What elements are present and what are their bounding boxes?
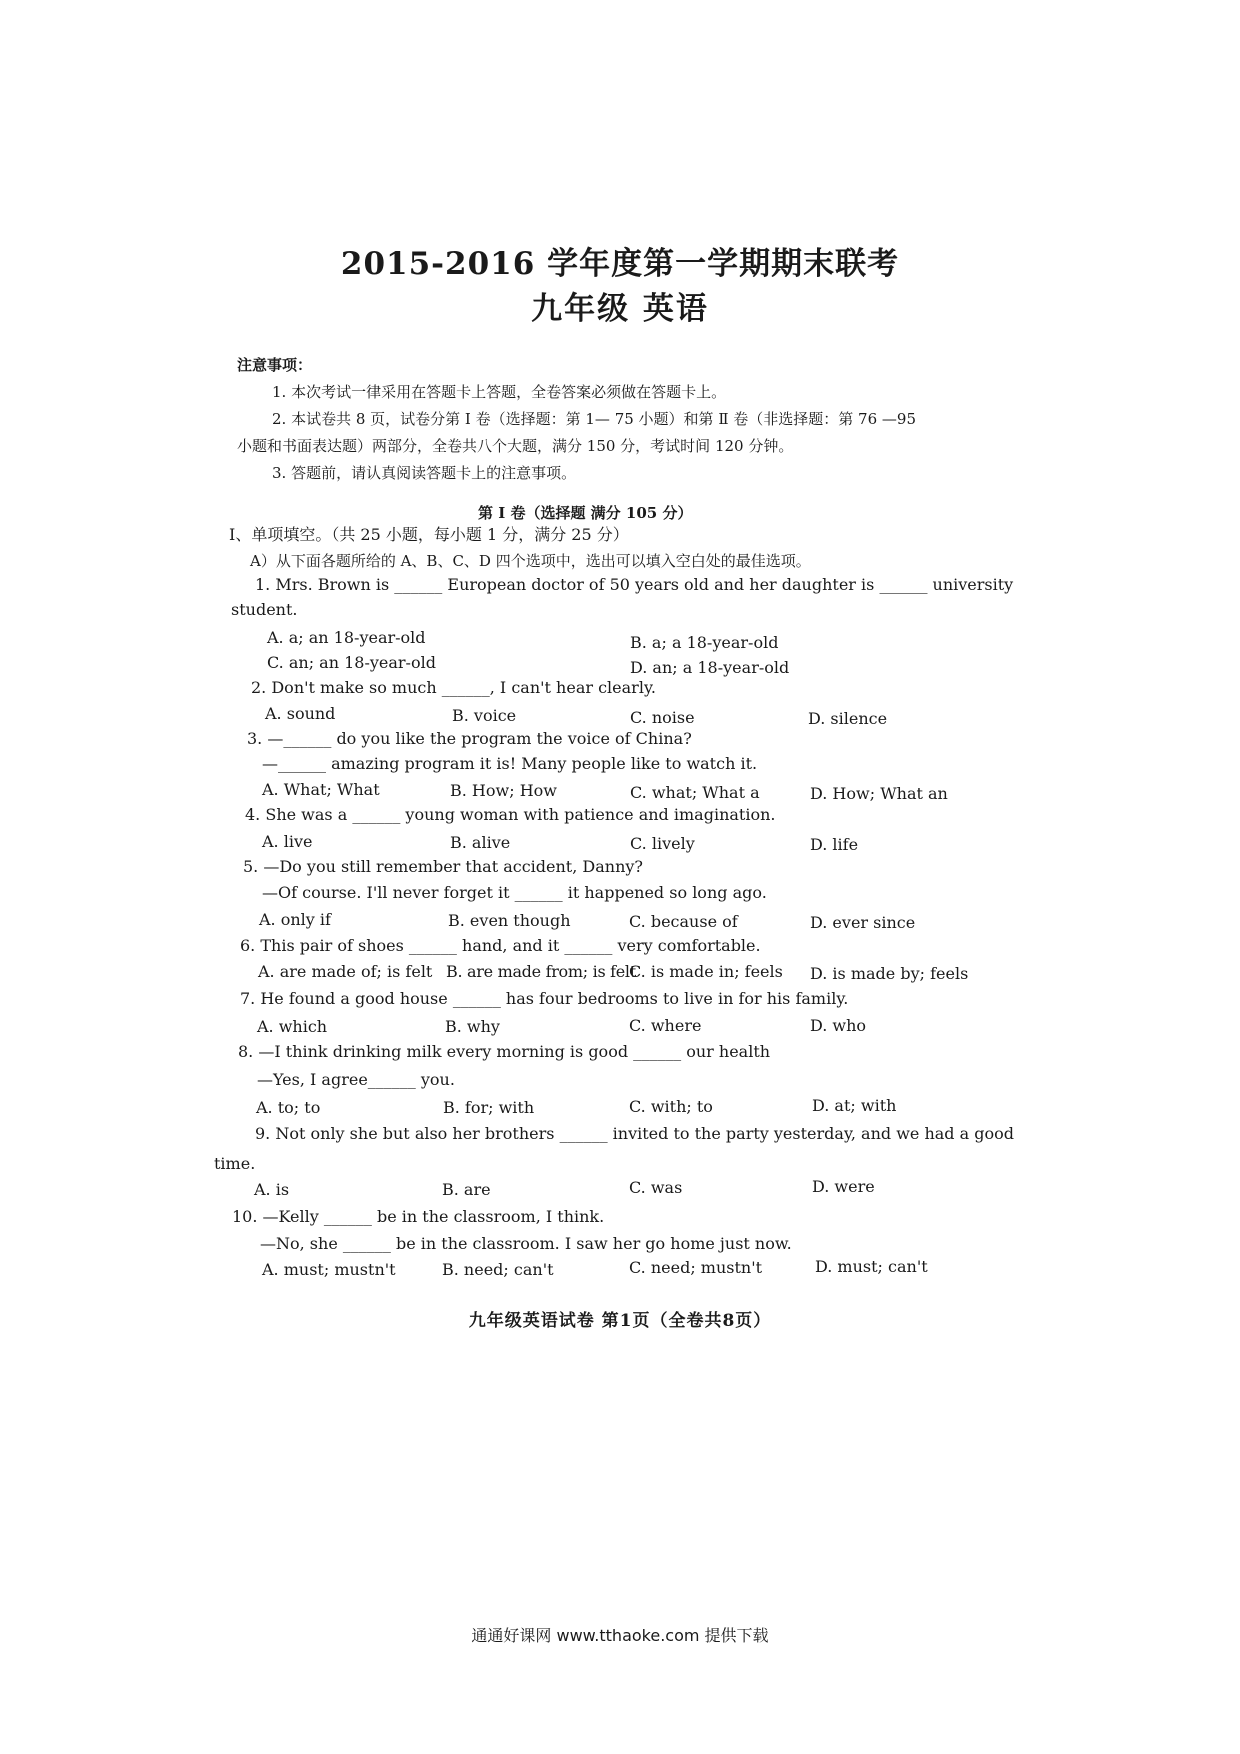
q2-option-c: C. noise: [630, 708, 695, 727]
question-10: 10. —Kelly ______ be in the classroom, I think.: [232, 1207, 605, 1226]
question-7: 7. He found a good house ______ has four bedrooms to live in for his family.: [240, 989, 849, 1008]
q10-option-a: A. must; mustn't: [262, 1260, 396, 1279]
notice-item-1: 1. 本次考试一律采用在答题卡上答题，全卷答案必须做在答题卡上。: [272, 383, 727, 401]
q5-option-c: C. because of: [629, 912, 738, 931]
q9-option-a: A. is: [254, 1180, 290, 1199]
q3-option-d: D. How; What an: [810, 784, 948, 803]
exam-subtitle: 九年级 英语: [531, 291, 709, 327]
q7-option-d: D. who: [810, 1016, 867, 1035]
question-4: 4. She was a ______ young woman with patience and imagination.: [245, 805, 776, 824]
question-5: 5. —Do you still remember that accident, Danny?: [243, 857, 643, 876]
q3-option-a: A. What; What: [262, 780, 380, 799]
q3-option-c: C. what; What a: [630, 783, 760, 802]
q6-option-b: B. are made from; is felt: [446, 962, 636, 981]
q2-option-a: A. sound: [265, 704, 336, 723]
q6-option-c: C. is made in; feels: [629, 962, 783, 981]
question-3: 3. —______ do you like the program the voice of China?: [247, 729, 692, 748]
question-2: 2. Don't make so much ______, I can't hear clearly.: [251, 678, 656, 697]
notice-item-2: 2. 本试卷共 8 页，试卷分第 Ⅰ 卷（选择题：第 1— 75 小题）和第 Ⅱ 卷（非选择题：第 76 —95: [272, 410, 916, 428]
question-9-cont: time.: [214, 1154, 256, 1173]
q8-option-a: A. to; to: [256, 1098, 321, 1117]
download-credit: 通通好课网 www.tthaoke.com 提供下载: [471, 1626, 769, 1645]
q1-option-a: A. a; an 18-year-old: [267, 628, 426, 647]
question-8-cont: —Yes, I agree______ you.: [257, 1070, 455, 1089]
q10-option-d: D. must; can't: [815, 1257, 928, 1276]
instruction: A）从下面各题所给的 A、B、C、D 四个选项中，选出可以填入空白处的最佳选项。: [250, 552, 811, 570]
q10-option-b: B. need; can't: [442, 1260, 554, 1279]
notice-heading: 注意事项：: [237, 356, 313, 374]
q10-option-c: C. need; mustn't: [629, 1258, 763, 1277]
q7-option-a: A. which: [257, 1017, 328, 1036]
q5-option-a: A. only if: [259, 910, 331, 929]
q3-option-b: B. How; How: [450, 781, 557, 800]
notice-item-3: 3. 答题前，请认真阅读答题卡上的注意事项。: [272, 464, 577, 482]
q8-option-d: D. at; with: [812, 1096, 897, 1115]
q4-option-d: D. life: [810, 835, 859, 854]
exam-title: 2015-2016 学年度第一学期期末联考: [340, 246, 900, 282]
q4-option-c: C. lively: [630, 834, 695, 853]
q1-option-c: C. an; an 18-year-old: [267, 653, 436, 672]
q8-option-b: B. for; with: [443, 1098, 535, 1117]
q2-option-b: B. voice: [452, 706, 517, 725]
question-1-cont: student.: [231, 600, 298, 619]
section-title: Ⅰ、单项填空。（共 25 小题，每小题 1 分，满分 25 分）: [229, 525, 629, 544]
q1-option-b: B. a; a 18-year-old: [630, 633, 779, 652]
question-6: 6. This pair of shoes ______ hand, and it ______ very comfortable.: [240, 936, 761, 955]
question-1: 1. Mrs. Brown is ______ European doctor of 50 years old and her daughter is ______ university: [255, 575, 1014, 594]
q6-option-d: D. is made by; feels: [810, 964, 969, 983]
question-5-cont: —Of course. I'll never forget it ______ it happened so long ago.: [262, 883, 767, 902]
q7-option-b: B. why: [445, 1017, 500, 1036]
notice-item-2-cont: 小题和书面表达题）两部分，全卷共八个大题，满分 150 分，考试时间 120 分钟。: [237, 437, 794, 455]
question-3-cont: —______ amazing program it is! Many people like to watch it.: [262, 754, 758, 773]
q5-option-d: D. ever since: [810, 913, 916, 932]
question-8: 8. —I think drinking milk every morning is good ______ our health: [238, 1042, 771, 1061]
q7-option-c: C. where: [629, 1016, 702, 1035]
q4-option-a: A. live: [262, 832, 313, 851]
q9-option-b: B. are: [442, 1180, 491, 1199]
q6-option-a: A. are made of; is felt: [258, 962, 433, 981]
q9-option-d: D. were: [812, 1177, 875, 1196]
q2-option-d: D. silence: [808, 709, 888, 728]
question-9: 9. Not only she but also her brothers ______ invited to the party yesterday, and we had a good: [255, 1124, 1014, 1143]
q5-option-b: B. even though: [448, 911, 571, 930]
page-footer: 九年级英语试卷 第1页（全卷共8页）: [468, 1311, 772, 1331]
q8-option-c: C. with; to: [629, 1097, 713, 1116]
question-10-cont: —No, she ______ be in the classroom. I saw her go home just now.: [260, 1234, 792, 1253]
q4-option-b: B. alive: [450, 833, 511, 852]
q1-option-d: D. an; a 18-year-old: [630, 658, 790, 677]
part-title: 第 Ⅰ 卷（选择题 满分 105 分）: [478, 504, 693, 522]
q9-option-c: C. was: [629, 1178, 683, 1197]
